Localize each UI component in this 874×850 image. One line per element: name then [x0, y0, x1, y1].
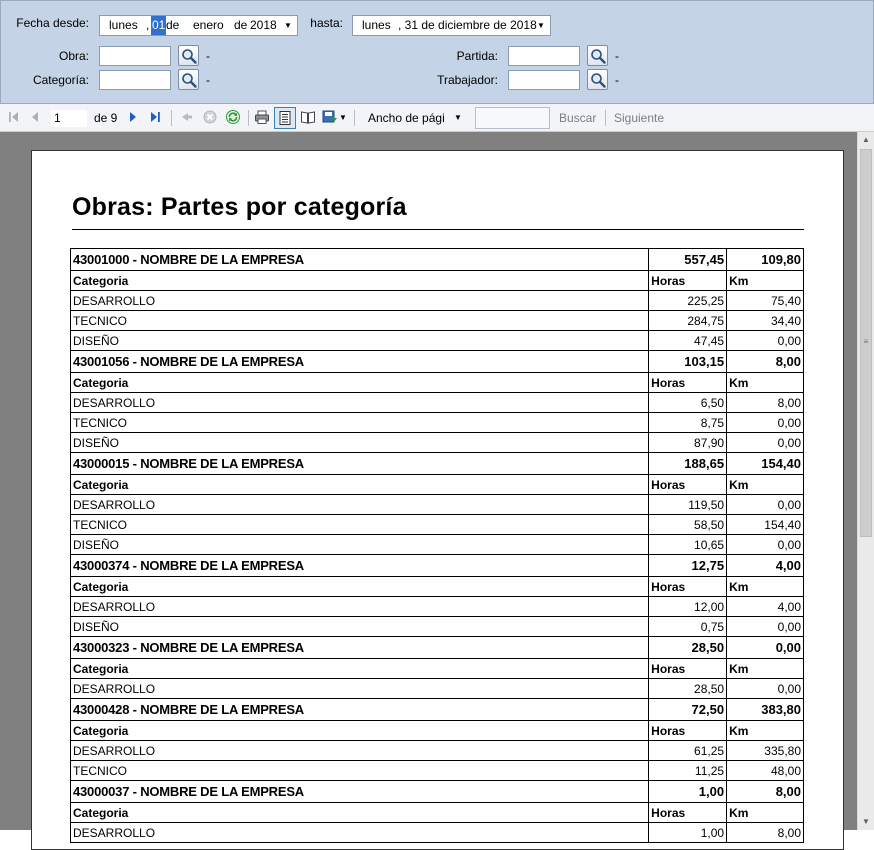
group-total-km: 4,00 — [727, 555, 804, 577]
fecha-desde-label: Fecha desde: — [16, 16, 89, 30]
partida-search-button[interactable] — [587, 45, 608, 66]
km-cell: 4,00 — [727, 597, 804, 617]
group-total-km: 8,00 — [727, 781, 804, 803]
table-row — [71, 617, 804, 637]
table-row — [71, 495, 804, 515]
chevron-down-icon[interactable]: ▼ — [537, 21, 545, 30]
categoria-header: Categoria — [71, 271, 649, 291]
horas-cell: 10,65 — [649, 535, 727, 555]
fecha-desde-year[interactable]: 2018 — [250, 18, 277, 32]
group-total-horas: 103,15 — [649, 351, 727, 373]
column-header-row — [71, 373, 804, 393]
partida-desc: - — [615, 49, 619, 63]
categoria-cell: DESARROLLO — [71, 597, 649, 617]
horas-header: Horas — [649, 271, 727, 291]
find-next-button[interactable]: Siguiente — [614, 111, 665, 125]
horas-cell: 0,75 — [649, 617, 727, 637]
horas-header: Horas — [649, 659, 727, 679]
categoria-input[interactable] — [99, 70, 171, 90]
km-header: Km — [727, 373, 804, 393]
group-total-horas: 28,50 — [649, 637, 727, 659]
fecha-hasta-weekday[interactable]: lunes — [362, 18, 391, 32]
next-page-icon[interactable] — [125, 109, 141, 125]
print-layout-toggle[interactable] — [274, 107, 296, 129]
group-header-row — [71, 351, 804, 373]
filter-panel — [0, 0, 874, 104]
group-total-km: 109,80 — [727, 249, 804, 271]
column-header-row — [71, 577, 804, 597]
horas-header: Horas — [649, 577, 727, 597]
fecha-desde-picker[interactable] — [99, 15, 298, 36]
toolbar-separator — [354, 110, 355, 126]
trabajador-search-button[interactable] — [587, 69, 608, 90]
find-button[interactable]: Buscar — [559, 111, 597, 125]
km-cell: 48,00 — [727, 761, 804, 781]
group-total-km: 0,00 — [727, 637, 804, 659]
group-name: 43000323 - NOMBRE DE LA EMPRESA — [71, 637, 649, 659]
print-icon[interactable] — [254, 109, 270, 125]
back-icon[interactable] — [179, 109, 195, 125]
categoria-cell: DISEÑO — [71, 535, 649, 555]
km-cell: 0,00 — [727, 617, 804, 637]
km-header: Km — [727, 659, 804, 679]
trabajador-input[interactable] — [508, 70, 580, 90]
stop-icon[interactable] — [202, 109, 218, 125]
title-divider — [72, 229, 804, 230]
categoria-desc: - — [206, 73, 210, 87]
page-count-label: de 9 — [94, 111, 118, 125]
page-layout-icon — [277, 110, 293, 126]
km-header: Km — [727, 721, 804, 741]
table-row — [71, 393, 804, 413]
km-header: Km — [727, 803, 804, 823]
chevron-down-icon[interactable]: ▼ — [284, 21, 292, 30]
group-header-row — [71, 699, 804, 721]
table-row — [71, 291, 804, 311]
vertical-scrollbar[interactable] — [857, 132, 874, 830]
km-cell: 335,80 — [727, 741, 804, 761]
obra-desc: - — [206, 49, 210, 63]
horas-cell: 61,25 — [649, 741, 727, 761]
group-total-horas: 1,00 — [649, 781, 727, 803]
group-name: 43000374 - NOMBRE DE LA EMPRESA — [71, 555, 649, 577]
table-row — [71, 433, 804, 453]
obra-search-button[interactable] — [178, 45, 199, 66]
horas-cell: 225,25 — [649, 291, 727, 311]
horas-cell: 6,50 — [649, 393, 727, 413]
horas-header: Horas — [649, 373, 727, 393]
horas-cell: 58,50 — [649, 515, 727, 535]
trabajador-desc: - — [615, 73, 619, 87]
table-row — [71, 331, 804, 351]
group-name: 43000428 - NOMBRE DE LA EMPRESA — [71, 699, 649, 721]
scroll-up-icon[interactable]: ▲ — [862, 135, 870, 144]
partida-label: Partida: — [456, 49, 498, 63]
table-row — [71, 597, 804, 617]
group-total-km: 383,80 — [727, 699, 804, 721]
categoria-header: Categoria — [71, 659, 649, 679]
chevron-down-icon[interactable]: ▼ — [339, 113, 347, 122]
horas-cell: 1,00 — [649, 823, 727, 843]
column-header-row — [71, 721, 804, 741]
horas-header: Horas — [649, 475, 727, 495]
km-header: Km — [727, 577, 804, 597]
categoria-cell: DESARROLLO — [71, 679, 649, 699]
categoria-cell: DISEÑO — [71, 331, 649, 351]
categoria-cell: DISEÑO — [71, 617, 649, 637]
group-total-horas: 72,50 — [649, 699, 727, 721]
km-cell: 0,00 — [727, 495, 804, 515]
scroll-thumb[interactable] — [860, 149, 872, 537]
table-row — [71, 741, 804, 761]
refresh-icon[interactable] — [225, 109, 241, 125]
previous-page-icon[interactable] — [27, 109, 43, 125]
fecha-desde-sep: , — [146, 18, 150, 32]
partida-input[interactable] — [508, 46, 580, 66]
km-cell: 0,00 — [727, 413, 804, 433]
group-name: 43000015 - NOMBRE DE LA EMPRESA — [71, 453, 649, 475]
categoria-cell: DESARROLLO — [71, 393, 649, 413]
group-total-km: 8,00 — [727, 351, 804, 373]
table-row — [71, 311, 804, 331]
group-header-row — [71, 637, 804, 659]
km-cell: 0,00 — [727, 535, 804, 555]
export-icon[interactable] — [322, 109, 338, 125]
obra-label: Obra: — [58, 49, 89, 63]
magnifier-icon — [590, 72, 606, 88]
group-header-row — [71, 249, 804, 271]
categoria-cell: DESARROLLO — [71, 495, 649, 515]
horas-header: Horas — [649, 721, 727, 741]
zoom-select[interactable]: Ancho de pági — [368, 111, 445, 125]
column-header-row — [71, 659, 804, 679]
categoria-cell: DISEÑO — [71, 433, 649, 453]
group-total-horas: 557,45 — [649, 249, 727, 271]
categoria-cell: TECNICO — [71, 311, 649, 331]
fecha-desde-day[interactable]: 01 — [151, 16, 166, 35]
categoria-cell: TECNICO — [71, 761, 649, 781]
fecha-desde-de1: de — [166, 18, 180, 32]
categoria-header: Categoria — [71, 803, 649, 823]
horas-cell: 11,25 — [649, 761, 727, 781]
toolbar-separator — [248, 110, 249, 126]
obra-input[interactable] — [99, 46, 171, 66]
km-header: Km — [727, 475, 804, 495]
report-viewer[interactable] — [0, 132, 874, 840]
chevron-down-icon[interactable]: ▼ — [454, 113, 462, 122]
km-cell: 0,00 — [727, 679, 804, 699]
categoria-cell: DESARROLLO — [71, 823, 649, 843]
categoria-cell: DESARROLLO — [71, 741, 649, 761]
km-cell: 8,00 — [727, 393, 804, 413]
magnifier-icon — [181, 48, 197, 64]
report-page — [31, 150, 844, 850]
first-page-icon[interactable] — [6, 109, 22, 125]
km-cell: 34,40 — [727, 311, 804, 331]
column-header-row — [71, 803, 804, 823]
report-toolbar — [0, 104, 874, 132]
categoria-cell: TECNICO — [71, 515, 649, 535]
categoria-label: Categoría: — [32, 73, 89, 87]
horas-cell: 284,75 — [649, 311, 727, 331]
page-setup-icon[interactable] — [300, 109, 316, 125]
horas-cell: 8,75 — [649, 413, 727, 433]
group-header-row — [71, 453, 804, 475]
group-total-horas: 188,65 — [649, 453, 727, 475]
find-text-input[interactable] — [475, 107, 550, 129]
table-row — [71, 761, 804, 781]
fecha-hasta-rest[interactable]: , 31 de diciembre de 2018 — [398, 18, 537, 32]
group-name: 43001056 - NOMBRE DE LA EMPRESA — [71, 351, 649, 373]
categoria-header: Categoria — [71, 577, 649, 597]
magnifier-icon — [181, 72, 197, 88]
table-row — [71, 515, 804, 535]
magnifier-icon — [590, 48, 606, 64]
horas-cell: 12,00 — [649, 597, 727, 617]
current-page-input[interactable]: 1 — [50, 109, 88, 128]
hasta-label: hasta: — [310, 16, 343, 30]
fecha-desde-month[interactable]: enero — [193, 18, 224, 32]
horas-cell: 87,90 — [649, 433, 727, 453]
categoria-header: Categoria — [71, 373, 649, 393]
table-row — [71, 823, 804, 843]
km-cell: 0,00 — [727, 433, 804, 453]
report-title: Obras: Partes por categoría — [72, 193, 407, 221]
horas-header: Horas — [649, 803, 727, 823]
group-header-row — [71, 781, 804, 803]
fecha-hasta-picker[interactable] — [352, 15, 551, 36]
categoria-search-button[interactable] — [178, 69, 199, 90]
km-cell: 0,00 — [727, 331, 804, 351]
categoria-header: Categoria — [71, 721, 649, 741]
fecha-desde-weekday[interactable]: lunes — [109, 18, 138, 32]
group-header-row — [71, 555, 804, 577]
toolbar-separator — [171, 110, 172, 126]
grip-icon: ≡ — [863, 337, 869, 346]
horas-cell: 119,50 — [649, 495, 727, 515]
group-total-km: 154,40 — [727, 453, 804, 475]
categoria-header: Categoria — [71, 475, 649, 495]
horas-cell: 47,45 — [649, 331, 727, 351]
km-header: Km — [727, 271, 804, 291]
scroll-down-icon[interactable]: ▼ — [862, 817, 870, 826]
last-page-icon[interactable] — [147, 109, 163, 125]
km-cell: 75,40 — [727, 291, 804, 311]
report-table — [70, 248, 804, 843]
categoria-cell: TECNICO — [71, 413, 649, 433]
group-total-horas: 12,75 — [649, 555, 727, 577]
table-row — [71, 679, 804, 699]
categoria-cell: DESARROLLO — [71, 291, 649, 311]
group-name: 43001000 - NOMBRE DE LA EMPRESA — [71, 249, 649, 271]
group-name: 43000037 - NOMBRE DE LA EMPRESA — [71, 781, 649, 803]
table-row — [71, 535, 804, 555]
table-row — [71, 413, 804, 433]
trabajador-label: Trabajador: — [437, 73, 498, 87]
horas-cell: 28,50 — [649, 679, 727, 699]
fecha-desde-de2: de — [234, 18, 248, 32]
km-cell: 154,40 — [727, 515, 804, 535]
km-cell: 8,00 — [727, 823, 804, 843]
column-header-row — [71, 475, 804, 495]
column-header-row — [71, 271, 804, 291]
toolbar-separator — [605, 110, 606, 126]
